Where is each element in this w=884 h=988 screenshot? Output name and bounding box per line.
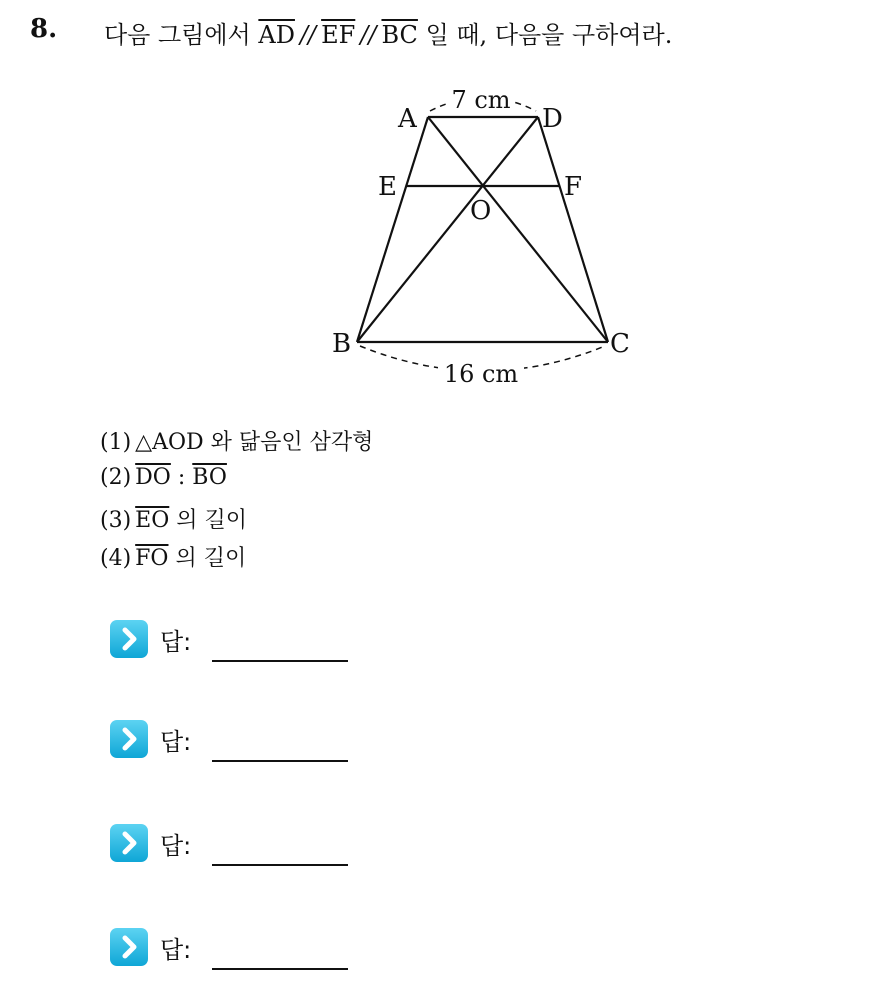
diagonal-bd xyxy=(357,117,538,342)
segment-ad: $\overline{AD}$ xyxy=(258,21,295,49)
chevron-right-icon xyxy=(110,720,148,758)
label-c: C xyxy=(610,329,630,359)
segment-ef: $\overline{EF}$ xyxy=(321,21,356,49)
subquestion-number: (4) xyxy=(100,546,132,571)
parallel-symbol: // xyxy=(299,21,317,49)
subquestion-4 xyxy=(100,541,246,572)
subquestion-number: (1) xyxy=(100,430,132,455)
parallel-symbol: // xyxy=(360,21,377,49)
label-f: F xyxy=(564,172,583,202)
subquestion-number: (2) xyxy=(100,465,132,490)
segment-bc: $\overline{BC}$ xyxy=(381,21,418,49)
answer-blank[interactable] xyxy=(212,864,348,866)
subquestion-text: 와 닮음인 삼각형 xyxy=(210,430,374,455)
answer-label: 답: xyxy=(160,628,192,656)
subquestion-2 xyxy=(100,465,227,490)
label-d: D xyxy=(542,104,563,134)
segment-bo: $\overline{BO}$ xyxy=(192,465,227,490)
chevron-right-icon xyxy=(110,928,148,966)
label-a: A xyxy=(398,104,417,134)
answer-row-3 xyxy=(110,824,370,884)
subquestion-number: (3) xyxy=(100,508,132,533)
question-stem xyxy=(104,15,672,50)
trapezoid-figure xyxy=(320,80,640,390)
label-b: B xyxy=(332,329,352,359)
chevron-right-icon xyxy=(110,620,148,658)
answer-row-2 xyxy=(110,720,370,780)
answer-row-1 xyxy=(110,620,370,680)
question-number: 8. xyxy=(30,14,58,44)
label-o: O xyxy=(470,196,492,226)
side-ab xyxy=(357,117,428,342)
answer-label: 답: xyxy=(160,936,192,964)
subquestion-text: 의 길이 xyxy=(176,508,248,533)
top-length-label: 7 cm xyxy=(451,86,511,114)
answer-label: 답: xyxy=(160,728,192,756)
segment-eo: $\overline{EO}$ xyxy=(135,508,170,533)
diagonal-ac xyxy=(428,117,608,342)
answer-row-4 xyxy=(110,928,370,988)
segment-fo: $\overline{FO}$ xyxy=(135,546,169,571)
chevron-right-icon xyxy=(110,824,148,862)
subquestion-1 xyxy=(100,425,373,456)
answer-label: 답: xyxy=(160,832,192,860)
ratio-colon: : xyxy=(177,465,186,490)
triangle-aod: △AOD xyxy=(135,430,204,455)
subquestion-text: 의 길이 xyxy=(175,546,247,571)
stem-text-before: 다음 그림에서 xyxy=(104,21,251,49)
label-e: E xyxy=(378,172,397,202)
subquestion-3 xyxy=(100,503,247,534)
bottom-length-label: 16 cm xyxy=(443,360,519,388)
answer-blank[interactable] xyxy=(212,968,348,970)
side-dc xyxy=(538,117,608,342)
segment-do: $\overline{DO}$ xyxy=(135,465,171,490)
answer-blank[interactable] xyxy=(212,760,348,762)
stem-text-after: 일 때, 다음을 구하여라. xyxy=(425,21,673,49)
answer-blank[interactable] xyxy=(212,660,348,662)
